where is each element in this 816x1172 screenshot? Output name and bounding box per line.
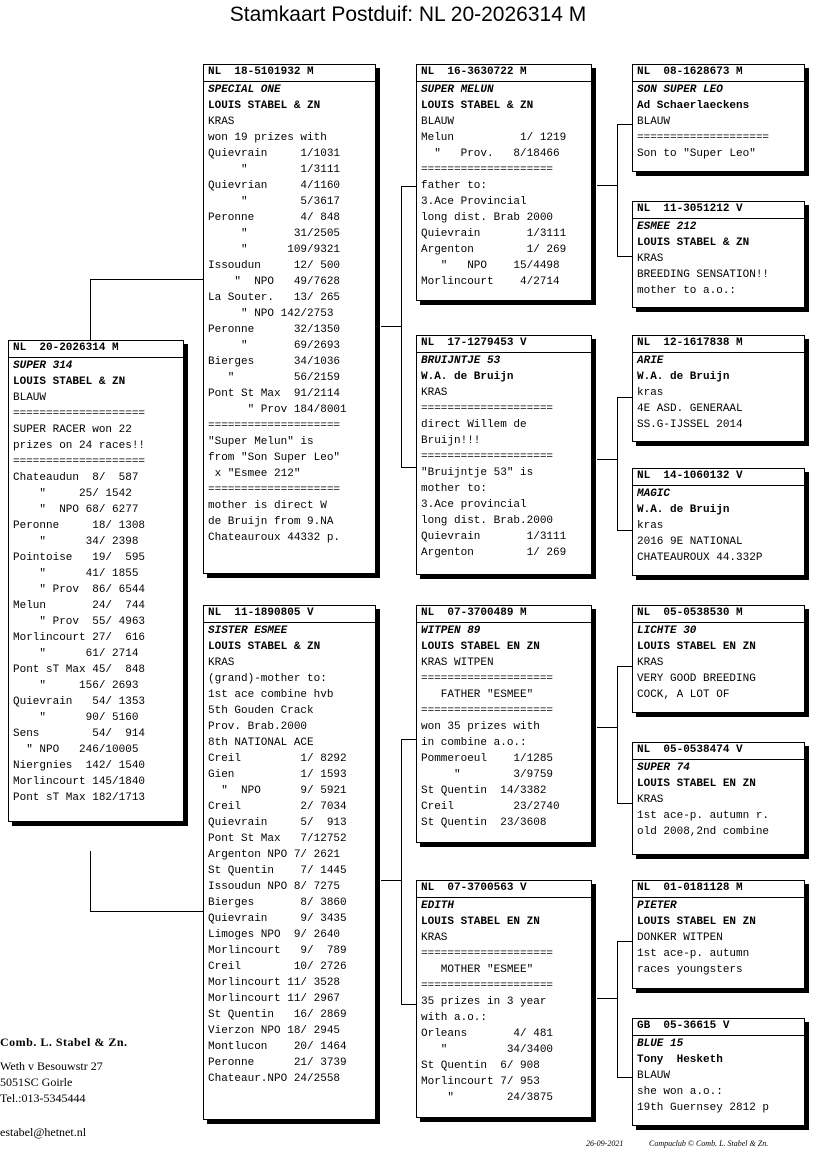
info-line: old 2008,2nd combine: [637, 826, 770, 838]
pigeon-card-mother-mother: [416, 880, 592, 1118]
pigeon-card-father-father: [416, 64, 592, 301]
ring-number: NL 16-3630722 M: [417, 65, 591, 82]
connector-mf-bottom: [617, 803, 632, 804]
info-line: " 41/ 1855: [13, 568, 139, 580]
info-line: " Prov 86/ 6544: [13, 584, 146, 596]
pigeon-name: EDITH: [421, 900, 455, 912]
info-line: " 5/3617: [208, 196, 341, 208]
pigeon-name: SPECIAL ONE: [208, 84, 281, 96]
address-phone: Tel.:013-5345444: [0, 1091, 86, 1105]
info-line: Morlincourt 4/2714: [421, 276, 560, 288]
info-line: Chateauroux 44332 p.: [208, 532, 341, 544]
owner-name: LOUIS STABEL & ZN: [208, 641, 321, 653]
info-line: Orleans 4/ 481: [421, 1028, 554, 1040]
info-line: " NPO 142/2753: [208, 308, 334, 320]
info-line: KRAS: [208, 657, 235, 669]
info-line: " NPO 15/4498: [421, 260, 560, 272]
info-line: Pont sT Max 45/ 848: [13, 664, 146, 676]
info-line: " 61/ 2714: [13, 648, 139, 660]
info-line: CHATEAUROUX 44.332P: [637, 552, 763, 564]
info-line: Issoudun 12/ 500: [208, 260, 341, 272]
info-line: Peronne 32/1350: [208, 324, 341, 336]
pigeon-card-ff-mother: [632, 201, 805, 308]
pigeon-name: ESMEE 212: [637, 221, 697, 233]
info-line: Morlincourt 27/ 616: [13, 632, 146, 644]
info-line: Pointoise 19/ 595: [13, 552, 146, 564]
info-line: prizes on 24 races!!: [13, 440, 146, 452]
info-line: " 156/ 2693: [13, 680, 139, 692]
info-line: with a.o.:: [421, 1012, 488, 1024]
ring-number: NL 12-1617838 M: [633, 336, 804, 353]
footer-credit: Compuclub © Comb. L. Stabel & Zn.: [649, 1139, 769, 1148]
info-line: 19th Guernsey 2812 p: [637, 1102, 770, 1114]
info-line: St Quentin 6/ 908: [421, 1060, 540, 1072]
info-line: Quievrain 1/3111: [421, 228, 567, 240]
info-line: Bierges 34/1036: [208, 356, 341, 368]
info-line: Gien 1/ 1593: [208, 769, 347, 781]
info-line: " 109/9321: [208, 244, 341, 256]
info-line: KRAS WITPEN: [421, 657, 494, 669]
info-line: " NPO 9/ 5921: [208, 785, 347, 797]
info-line: " Prov 184/8001: [208, 404, 347, 416]
pigeon-name: BLUE 15: [637, 1038, 684, 1050]
info-line: Melun 1/ 1219: [421, 132, 567, 144]
connector-father-v: [401, 186, 402, 468]
connector-ff-bottom: [617, 256, 632, 257]
info-line: KRAS: [637, 794, 664, 806]
owner-name: Ad Schaerlaeckens: [637, 100, 750, 112]
info-line: " NPO 49/7628: [208, 276, 341, 288]
ring-number: NL 11-3051212 V: [633, 202, 804, 219]
ring-number: NL 07-3700563 V: [417, 881, 591, 898]
info-line: ====================: [421, 948, 554, 960]
info-line: Morlincourt 11/ 2967: [208, 993, 341, 1005]
connector-mm-v: [617, 941, 618, 1078]
info-line: ====================: [421, 980, 554, 992]
pigeon-name: SISTER ESMEE: [208, 625, 288, 637]
owner-name: LOUIS STABEL EN ZN: [421, 916, 540, 928]
connector-ff-top: [617, 124, 632, 125]
info-line: BLAUW: [637, 1070, 671, 1082]
connector-mm-bottom: [617, 1077, 632, 1078]
info-line: ====================: [208, 484, 341, 496]
info-line: Quievrain 1/3111: [421, 531, 567, 543]
pigeon-name: SUPER MELUN: [421, 84, 494, 96]
info-line: from "Son Super Leo": [208, 452, 341, 464]
connector-fm-stem: [597, 459, 617, 460]
connector-main-mother-v: [90, 851, 91, 911]
info-line: Creil 10/ 2726: [208, 961, 347, 973]
pigeon-name: SUPER 74: [637, 762, 690, 774]
pigeon-card-ff-father: [632, 64, 805, 172]
ring-number: NL 05-0538530 M: [633, 606, 804, 623]
info-line: BLAUW: [421, 116, 455, 128]
info-line: Morlincourt 9/ 789: [208, 945, 347, 957]
info-line: Argenton NPO 7/ 2621: [208, 849, 341, 861]
info-line: SUPER RACER won 22: [13, 424, 132, 436]
print-date: 26-09-2021: [586, 1139, 624, 1148]
info-line: 2016 9E NATIONAL: [637, 536, 743, 548]
connector-ff-v: [617, 124, 618, 257]
info-line: KRAS: [421, 932, 448, 944]
info-line: Chateaur.NPO 24/2558: [208, 1073, 341, 1085]
pigeon-card-fm-father: [632, 335, 805, 442]
info-line: Quievrian 4/1160: [208, 180, 341, 192]
info-line: Montlucon 20/ 1464: [208, 1041, 347, 1053]
info-line: " Prov. 8/18466: [421, 148, 560, 160]
pigeon-card-mf-father: [632, 605, 805, 713]
info-line: " 31/2505: [208, 228, 341, 240]
info-line: ====================: [637, 132, 770, 144]
info-line: kras: [637, 387, 664, 399]
info-line: ====================: [421, 451, 554, 463]
info-line: Quievrain 1/1031: [208, 148, 341, 160]
info-line: " 34/ 2398: [13, 536, 139, 548]
info-line: Morlincourt 145/1840: [13, 776, 146, 788]
info-line: VERY GOOD BREEDING: [637, 673, 756, 685]
info-line: kras: [637, 520, 664, 532]
ring-number: NL 08-1628673 M: [633, 65, 804, 82]
info-line: Limoges NPO 9/ 2640: [208, 929, 341, 941]
info-line: " 24/3875: [421, 1092, 554, 1104]
connector-ff-stem: [597, 185, 617, 186]
info-line: Argenton 1/ 269: [421, 547, 567, 559]
info-line: Pont St Max 7/12752: [208, 833, 347, 845]
info-line: ====================: [421, 673, 554, 685]
info-line: " 56/2159: [208, 372, 341, 384]
info-line: 35 prizes in 3 year: [421, 996, 547, 1008]
info-line: x "Esmee 212": [208, 468, 301, 480]
info-line: "Super Melun" is: [208, 436, 314, 448]
owner-name: Tony Hesketh: [637, 1054, 723, 1066]
info-line: Peronne 4/ 848: [208, 212, 341, 224]
info-line: 1st ace-p. autumn r.: [637, 810, 770, 822]
info-line: Prov. Brab.2000: [208, 721, 308, 733]
info-line: St Quentin 14/3382: [421, 785, 547, 797]
connector-father-stem: [381, 326, 401, 327]
info-line: Bierges 8/ 3860: [208, 897, 347, 909]
connector-main-mother-h: [90, 911, 204, 912]
info-line: Peronne 18/ 1308: [13, 520, 146, 532]
info-line: 1st ace combine hvb: [208, 689, 334, 701]
info-line: father to:: [421, 180, 488, 192]
connector-mother-v: [401, 739, 402, 1005]
pigeon-name: SUPER 314: [13, 360, 73, 372]
info-line: " 1/3111: [208, 164, 341, 176]
owner-name: LOUIS STABEL & ZN: [13, 376, 126, 388]
info-line: won 35 prizes with: [421, 721, 540, 733]
info-line: KRAS: [637, 253, 664, 265]
owner-name: LOUIS STABEL EN ZN: [421, 641, 540, 653]
owner-name: LOUIS STABEL & ZN: [637, 237, 750, 249]
info-line: 5th Gouden Crack: [208, 705, 314, 717]
info-line: Chateaudun 8/ 587: [13, 472, 139, 484]
ring-number: NL 18-5101932 M: [204, 65, 375, 82]
connector-father-top: [401, 186, 416, 187]
info-line: St Quentin 7/ 1445: [208, 865, 347, 877]
pigeon-name: ARIE: [637, 355, 664, 367]
ring-number: GB 05-36615 V: [633, 1019, 804, 1036]
info-line: Morlincourt 11/ 3528: [208, 977, 341, 989]
info-line: BREEDING SENSATION!!: [637, 269, 770, 281]
info-line: she won a.o.:: [637, 1086, 723, 1098]
pigeon-name: SON SUPER LEO: [637, 84, 723, 96]
pigeon-name: MAGIC: [637, 488, 671, 500]
owner-name: LOUIS STABEL & ZN: [421, 100, 534, 112]
info-line: KRAS: [421, 387, 448, 399]
pigeon-card-mother-father: [416, 605, 592, 843]
connector-main-father-h: [90, 279, 204, 280]
info-line: ====================: [13, 408, 146, 420]
info-line: ====================: [421, 403, 554, 415]
info-line: Creil 2/ 7034: [208, 801, 347, 813]
connector-main-father-v: [90, 279, 91, 341]
info-line: DONKER WITPEN: [637, 932, 723, 944]
info-line: Melun 24/ 744: [13, 600, 146, 612]
info-line: Pommeroeul 1/1285: [421, 753, 554, 765]
pigeon-name: BRUIJNTJE 53: [421, 355, 501, 367]
info-line: Creil 1/ 8292: [208, 753, 347, 765]
info-line: Son to "Super Leo": [637, 148, 756, 160]
info-line: BLAUW: [637, 116, 671, 128]
email-address: estabel@hetnet.nl: [0, 1125, 87, 1139]
info-line: in combine a.o.:: [421, 737, 527, 749]
connector-fm-bottom: [617, 530, 632, 531]
address-street: Weth v Besouwstr 27: [0, 1059, 103, 1073]
connector-mother-top: [401, 739, 416, 740]
pigeon-card-father-mother: [416, 335, 592, 575]
info-line: "Bruijntje 53" is: [421, 467, 534, 479]
connector-mf-top: [617, 666, 632, 667]
ring-number: NL 11-1890805 V: [204, 606, 375, 623]
connector-fm-top: [617, 397, 632, 398]
info-line: mother is direct W: [208, 500, 327, 512]
info-line: Quievrain 9/ 3435: [208, 913, 347, 925]
pigeon-card-fm-mother: [632, 468, 805, 576]
info-line: ====================: [13, 456, 146, 468]
info-line: " 34/3400: [421, 1044, 554, 1056]
pigeon-card-mf-mother: [632, 742, 805, 855]
info-line: races youngsters: [637, 964, 743, 976]
ring-number: NL 05-0538474 V: [633, 743, 804, 760]
info-line: Quievrain 54/ 1353: [13, 696, 146, 708]
breeder-name: Comb. L. Stabel & Zn.: [0, 1035, 128, 1049]
info-line: " NPO 68/ 6277: [13, 504, 139, 516]
info-line: FATHER "ESMEE": [421, 689, 534, 701]
ring-number: NL 07-3700489 M: [417, 606, 591, 623]
info-line: " 69/2693: [208, 340, 341, 352]
connector-fm-v: [617, 397, 618, 531]
pigeon-card-mm-father: [632, 880, 805, 989]
info-line: St Quentin 16/ 2869: [208, 1009, 347, 1021]
info-line: SS.G-IJSSEL 2014: [637, 419, 743, 431]
pigeon-card-father: [203, 64, 376, 574]
ring-number: NL 01-0181128 M: [633, 881, 804, 898]
info-line: COCK, A LOT OF: [637, 689, 730, 701]
info-line: KRAS: [637, 657, 664, 669]
info-line: Issoudun NPO 8/ 7275: [208, 881, 341, 893]
info-line: BLAUW: [13, 392, 47, 404]
address-city: 5051SC Goirle: [0, 1075, 73, 1089]
info-line: Quievrain 5/ 913: [208, 817, 347, 829]
info-line: long dist. Brab.2000: [421, 515, 554, 527]
info-line: " 25/ 1542: [13, 488, 132, 500]
info-line: (grand)-mother to:: [208, 673, 327, 685]
info-line: mother to:: [421, 483, 488, 495]
info-line: won 19 prizes with: [208, 132, 327, 144]
owner-name: LOUIS STABEL EN ZN: [637, 916, 756, 928]
connector-mf-stem: [597, 727, 617, 728]
info-line: ====================: [208, 420, 341, 432]
info-line: long dist. Brab 2000: [421, 212, 554, 224]
info-line: Pont sT Max 182/1713: [13, 792, 146, 804]
ring-number: NL 17-1279453 V: [417, 336, 591, 353]
ring-number: NL 20-2026314 M: [9, 341, 183, 358]
info-line: mother to a.o.:: [637, 285, 737, 297]
info-line: " NPO 246/10005: [13, 744, 139, 756]
pigeon-card-mother: [203, 605, 376, 1120]
info-line: " Prov 55/ 4963: [13, 616, 146, 628]
info-line: Creil 23/2740: [421, 801, 560, 813]
connector-mf-v: [617, 666, 618, 804]
info-line: 3.Ace Provincial: [421, 196, 527, 208]
info-line: direct Willem de: [421, 419, 527, 431]
owner-name: W.A. de Bruijn: [421, 371, 514, 383]
info-line: St Quentin 23/3608: [421, 817, 547, 829]
owner-name: LOUIS STABEL EN ZN: [637, 778, 756, 790]
connector-mm-stem: [597, 998, 617, 999]
info-line: Argenton 1/ 269: [421, 244, 567, 256]
owner-name: LOUIS STABEL & ZN: [208, 100, 321, 112]
pigeon-name: LICHTE 30: [637, 625, 697, 637]
info-line: 4E ASD. GENERAAL: [637, 403, 743, 415]
connector-father-bottom: [401, 467, 416, 468]
info-line: La Souter. 13/ 265: [208, 292, 341, 304]
ring-number: NL 14-1060132 V: [633, 469, 804, 486]
info-line: MOTHER "ESMEE": [421, 964, 534, 976]
connector-mm-top: [617, 941, 632, 942]
info-line: Niergnies 142/ 1540: [13, 760, 146, 772]
info-line: KRAS: [208, 116, 235, 128]
info-line: " 3/9759: [421, 769, 554, 781]
pigeon-card-main: [8, 340, 184, 822]
owner-name: LOUIS STABEL EN ZN: [637, 641, 756, 653]
info-line: Pont St Max 91/2114: [208, 388, 341, 400]
info-line: Vierzon NPO 18/ 2945: [208, 1025, 341, 1037]
owner-name: W.A. de Bruijn: [637, 371, 730, 383]
address-block: [0, 1034, 128, 1106]
info-line: 1st ace-p. autumn: [637, 948, 750, 960]
info-line: ====================: [421, 164, 554, 176]
info-line: Peronne 21/ 3739: [208, 1057, 347, 1069]
pigeon-card-mm-mother: [632, 1018, 805, 1126]
info-line: Morlincourt 7/ 953: [421, 1076, 540, 1088]
pigeon-name: PIETER: [637, 900, 677, 912]
info-line: 8th NATIONAL ACE: [208, 737, 314, 749]
info-line: ====================: [421, 705, 554, 717]
info-line: Sens 54/ 914: [13, 728, 146, 740]
info-line: " 90/ 5160: [13, 712, 139, 724]
info-line: Bruijn!!!: [421, 435, 481, 447]
info-line: 3.Ace provincial: [421, 499, 527, 511]
connector-mother-bottom: [401, 1004, 416, 1005]
owner-name: W.A. de Bruijn: [637, 504, 730, 516]
connector-mother-stem: [381, 880, 401, 881]
pigeon-name: WITPEN 89: [421, 625, 481, 637]
page-title: Stamkaart Postduif: NL 20-2026314 M: [229, 3, 587, 26]
info-line: de Bruijn from 9.NA: [208, 516, 334, 528]
